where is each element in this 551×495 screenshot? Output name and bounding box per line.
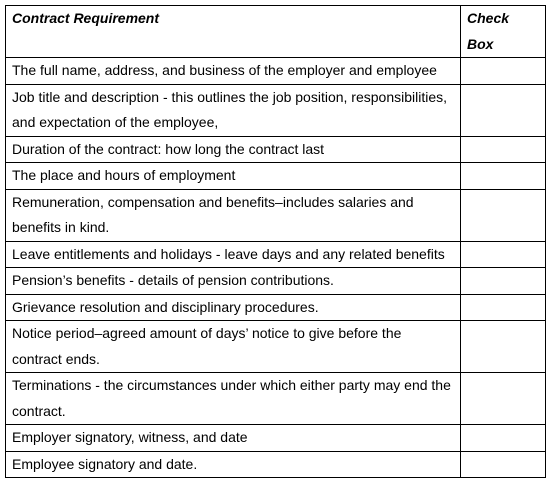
check-box-cell[interactable] — [461, 58, 546, 85]
requirement-text: Notice period–agreed amount of days’ notice to give before the contract ends. — [12, 325, 402, 367]
table-row — [6, 136, 546, 163]
requirement-text: The full name, address, and business of the employer and employee — [12, 62, 437, 78]
check-box-cell[interactable] — [461, 241, 546, 268]
check-box-cell[interactable] — [461, 321, 546, 373]
table-row — [6, 163, 546, 190]
header-contract-requirement: Contract Requirement — [6, 6, 461, 58]
requirement-cell — [6, 84, 461, 136]
requirement-text: Leave entitlements and holidays - leave days and any related benefits — [12, 245, 445, 262]
requirement-text: Pension’s benefits - details of pension contributions. — [12, 272, 334, 288]
requirement-cell — [6, 136, 461, 163]
requirement-text: Grievance resolution and disciplinary procedures. — [12, 298, 319, 315]
table-row — [6, 189, 546, 241]
requirement-cell — [6, 321, 461, 373]
contract-requirements-table — [5, 5, 546, 478]
check-box-cell[interactable] — [461, 163, 546, 190]
table-row — [6, 58, 546, 85]
requirement-text: Duration of the contract: how long the contract last — [12, 140, 325, 157]
check-box-cell[interactable] — [461, 425, 546, 452]
table-header-row — [6, 6, 546, 58]
requirement-cell — [6, 241, 461, 268]
check-box-cell[interactable] — [461, 136, 546, 163]
table-row — [6, 241, 546, 268]
table-row — [6, 84, 546, 136]
requirement-cell — [6, 268, 461, 295]
requirement-cell — [6, 451, 461, 478]
requirement-cell — [6, 373, 461, 425]
table-row — [6, 425, 546, 452]
check-box-cell[interactable] — [461, 451, 546, 478]
requirement-text: Terminations - the circumstances under which either party may end the contract. — [12, 377, 451, 419]
requirement-cell — [6, 163, 461, 190]
requirement-cell — [6, 58, 461, 85]
check-box-cell[interactable] — [461, 294, 546, 321]
table-row — [6, 373, 546, 425]
check-box-cell[interactable] — [461, 189, 546, 241]
requirement-text: Job title and description - this outlines the job position, responsibilities, and expectation of the employee, — [12, 88, 448, 130]
requirement-text: The place and hours of employment — [12, 167, 236, 183]
table-row — [6, 321, 546, 373]
table-row — [6, 268, 546, 295]
requirement-cell — [6, 425, 461, 452]
check-box-cell[interactable] — [461, 373, 546, 425]
table-row — [6, 294, 546, 321]
check-box-cell[interactable] — [461, 84, 546, 136]
check-box-cell[interactable] — [461, 268, 546, 295]
requirement-text: Employee signatory and date. — [12, 455, 198, 472]
requirement-cell — [6, 189, 461, 241]
requirement-cell — [6, 294, 461, 321]
table-row — [6, 451, 546, 478]
requirement-text: Remuneration, compensation and benefits–includes salaries and benefits in kind. — [12, 193, 414, 235]
requirement-text: Employer signatory, witness, and date — [12, 429, 248, 445]
header-check-box: Check Box — [461, 6, 546, 58]
